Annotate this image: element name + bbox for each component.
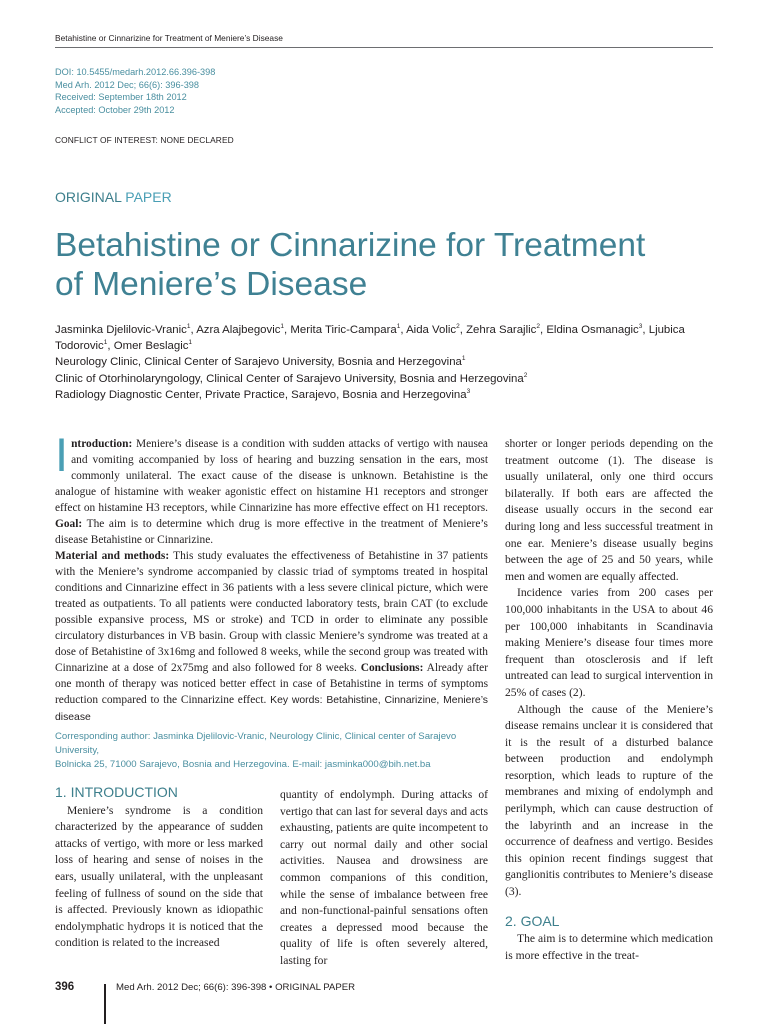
author-sup: 1: [186, 323, 191, 331]
author-sup: 1: [396, 323, 401, 331]
author-sup: 1: [103, 339, 108, 347]
abstract-methods-text: This study evaluates the effectiveness of Betahistine in 37 patients with the Meniere’s syndrome accompanied by classic triad of symptoms treated in hospital conditions and Cinnarizine effect in 36 patients with a less severe clinical picture, which were treated as outpatients. To all patients were conducted laboratory tests, brain CAT (to exclude possible expansive process, MS or stroke) and TCD in order to eliminate any possible circulatory disturbances in VB basin. Group with classic Meniere’s syndrome was treated at a dose of Betahistine of 3x16mg and followed 8 weeks, while the second group was treated with Cinnarizine at a dose of 2x75mg and also followed for 8 weeks.: [55, 550, 488, 674]
col3-paragraph-2: Incidence varies from 200 cases per 100,000 inhabitants in the USA to about 46 per 100,000 inhabitants in Scandinavia making Meniere’s disease four times more frequent than otosclerosis and if left untreated can lead to surgical intervention in 25% of cases (2).: [505, 586, 713, 699]
author-block: [55, 322, 715, 403]
citation: Med Arh. 2012 Dec; 66(6): 396-398: [55, 79, 200, 90]
goal-paragraph: The aim is to determine which medication is more effective in the treat-: [505, 932, 713, 962]
abstract-intro-text: Meniere’s disease is a condition with sudden attacks of vertigo with nausea and vomiting accompanied by loss of hearing and buzzing sensation in the ears, most commonly unilateral. The exact cause of the disease is unknown. Betahistine is the analogue of histamine with weaker agonistic effect on histamine H1 receptors and stronger effect on histamine H3 receptors, while Cinnarizine has more effective effect on H1 receptors.: [55, 438, 488, 514]
column-3: [505, 436, 713, 964]
author: Omer Beslagic: [113, 340, 189, 353]
header-rule: [55, 47, 713, 48]
conflict-of-interest: CONFLICT OF INTEREST: NONE DECLARED: [55, 135, 234, 145]
abstract-intro-label: ntroduction:: [71, 438, 133, 450]
corresponding-author: [55, 730, 488, 772]
col3-paragraph-1: shorter or longer periods depending on the treatment outcome (1). The disease is usually unilateral, only one third occurs bilaterally. If both ears are affected the disease usually occurs in the second ear during long and less successful treatment in one ear. Meniere’s disease usually begins between the age of 25 and 50 years, while men and women are equally affected.: [505, 437, 713, 583]
author: Merita Tiric-Campara: [290, 324, 397, 336]
introduction-paragraph-1: Meniere’s syndrome is a condition characterized by the appearance of sudden attacks of vertigo, with more or less marked loss of hearing and sense of noises in the ears, usually unilateral, with the unpleasant feeling of fullness of sound on the side that is affected. Previously known as idiopathic endolymphatic hydrops it is noticed that the condition is related to the increased: [55, 803, 263, 950]
author-sup: 1: [280, 323, 285, 331]
article-type-label: [55, 189, 172, 205]
corr-line-2[interactable]: Bolnicka 25, 71000 Sarajevo, Bosnia and Herzegovina. E-mail: jasminka000@bih.net.ba: [55, 759, 431, 770]
title-line-1: Betahistine or Cinnarizine for Treatment: [55, 227, 646, 264]
author: Zehra Sarajlic: [466, 324, 537, 336]
column-1: [55, 784, 263, 952]
column-2: [280, 787, 488, 970]
received-date: Received: September 18th 2012: [55, 92, 187, 103]
author: Aida Volic: [406, 324, 457, 336]
drop-cap: I: [55, 428, 69, 481]
author-sup: 1: [188, 339, 193, 347]
article-title: [55, 226, 735, 304]
author: Eldina Osmanagic: [546, 324, 639, 336]
author-sup: 2: [456, 323, 460, 331]
affiliation: Radiology Diagnostic Center, Private Practice, Sarajevo, Bosnia and Herzegovina$^3$: [55, 388, 471, 401]
footer-citation: Med Arh. 2012 Dec; 66(6): 396-398 • ORIGINAL PAPER: [116, 982, 356, 993]
col3-paragraph-3: Although the cause of the Meniere’s disease remains unclear it is considered that it is the result of a disturbed balance between production and endolymph resorption, which leads to rupture of the membranes and mixing of endolymph and perilymph, which can cause destruction of the labyrinth and an increase in the occurrence of deafness and vertigo. Besides this opinion recent findings suggest that ganglionitis contributes to Meniere’s disease (3).: [505, 702, 713, 899]
abstract: [55, 428, 489, 726]
author: Ljubica Todorovic: [55, 324, 685, 353]
introduction-paragraph-2: quantity of endolymph. During attacks of vertigo that can last for several days and acts exhausting, patients are quite incompetent to carry out normal daily and other social activities. Nausea and drowsiness are common companions of this condition, while the sense of imbalance between free and non-functional-painful sensations often creates a depressed mood because the quality of life is often severely altered, lasting for: [280, 788, 488, 967]
keywords: Key words: Betahistine, Cinnarizine, Meniere’s disease: [55, 695, 489, 723]
page-number: 396: [55, 981, 75, 993]
affiliation: Clinic of Otorhinolaryngology, Clinical Center of Sarajevo University, Bosnia and Herzegovina$^2$: [55, 371, 528, 385]
corr-line-1: Corresponding author: Jasminka Djelilovic-Vranic, Neurology Clinic, Clinical center of Sarajevo University,: [55, 731, 457, 756]
title-line-2: of Meniere’s Disease: [55, 266, 368, 303]
accepted-date: Accepted: October 29th 2012: [55, 104, 175, 115]
abstract-methods-label: Material and methods:: [55, 550, 170, 562]
abstract-conclusions-text: Already after one month of therapy was noticed better effect in case of Betahistine in terms of symptoms reduction compared to the Cinnarizine effect.: [55, 662, 488, 706]
author-sup: 3: [638, 323, 643, 331]
author-list: Jasminka Djelilovic-Vranic$^1$, Azra Alajbegovic$^1$, Merita Tiric-Campara$^1$, Aida Volic$^2$, Zehra Sarajlic$^2$, Eldina Osmanagic$^3$, Ljubica Todorovic$^1$, Omer Beslagic$^1$: [55, 323, 685, 353]
author-sup: 2: [536, 323, 540, 331]
author: Azra Alajbegovic: [196, 324, 281, 336]
abstract-conclusions-label: Conclusions:: [360, 662, 424, 674]
goal-heading: 2. GOAL: [505, 912, 560, 929]
footer-divider: [104, 984, 106, 1024]
running-head: Betahistine or Cinnarizine for Treatment of Meniere’s Disease: [55, 33, 283, 43]
affiliation: Neurology Clinic, Clinical Center of Sarajevo University, Bosnia and Herzegovina$^1$: [55, 355, 466, 369]
article-meta: [55, 66, 215, 116]
abstract-goal-label: Goal:: [55, 518, 83, 530]
author: Jasminka Djelilovic-Vranic: [55, 324, 187, 336]
introduction-heading: 1. INTRODUCTION: [55, 784, 178, 800]
doi[interactable]: DOI: 10.5455/medarh.2012.66.396-398: [55, 67, 216, 77]
abstract-goal-text: The aim is to determine which drug is more effective in the treatment of Meniere’s disease Betahistine or Cinnarizine.: [55, 518, 488, 546]
article-type-first: ORIGINAL: [55, 189, 122, 205]
article-type-second: PAPER: [125, 189, 172, 205]
